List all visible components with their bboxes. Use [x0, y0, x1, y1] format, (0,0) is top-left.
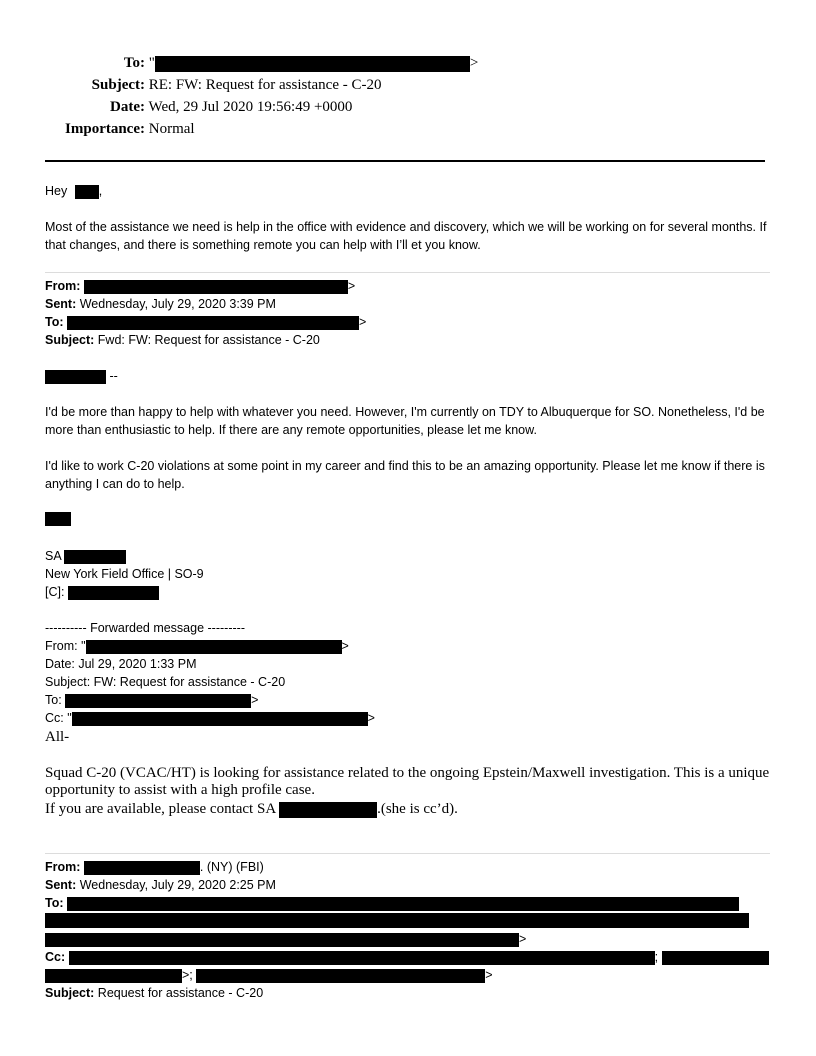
- forwarded-divider: ---------- Forwarded message ---------: [45, 621, 245, 635]
- msg3-cc-line-2-suffix: >: [485, 968, 493, 982]
- forwarded-to-row: [45, 691, 258, 709]
- msg3-sent-value: Wednesday, July 29, 2020 2:25 PM: [79, 878, 276, 892]
- msg2-paragraph-2: I'd like to work C-20 violations at some point in my career and find this to be an amazing opportunity. Please let me know if there is anything I can do to help.: [45, 459, 765, 491]
- msg3-cc-line-2-separator: >;: [182, 968, 193, 982]
- redaction-block: [155, 56, 470, 72]
- redaction-block: [84, 280, 348, 294]
- reply-greeting: [45, 182, 102, 200]
- msg3-sent-label: Sent:: [45, 878, 77, 892]
- redaction-block: [69, 951, 655, 965]
- redaction-block: [65, 694, 251, 708]
- header-importance-row: [0, 119, 195, 139]
- msg3-sent-row: [45, 876, 276, 894]
- header-to-prefix: ": [148, 55, 155, 71]
- forwarded-to-label: To:: [45, 693, 62, 707]
- msg3-to-row: [45, 894, 739, 912]
- redaction-block: [45, 512, 71, 526]
- forwarded-from-row: [45, 637, 349, 655]
- redaction-block: [279, 802, 377, 818]
- forwarded-salutation: All-: [45, 729, 70, 745]
- msg2-to-row: [45, 313, 366, 331]
- msg2-sent-label: Sent:: [45, 297, 77, 311]
- header-subject-label: Subject:: [91, 77, 145, 93]
- header-importance-value: Normal: [148, 121, 195, 137]
- forwarded-from-suffix: >: [341, 639, 349, 653]
- signature-cell-row: [45, 583, 159, 601]
- header-importance-label: Importance:: [65, 121, 145, 137]
- msg3-to-label: To:: [45, 896, 64, 910]
- msg3-from-row: [45, 858, 264, 876]
- signature-cell-label: [C]:: [45, 585, 65, 599]
- forwarded-cc-suffix: >: [367, 711, 375, 725]
- header-date-value: Wed, 29 Jul 2020 19:56:49 +0000: [148, 99, 353, 115]
- signature-prefix: SA: [45, 549, 61, 563]
- reply-greeting-suffix: ,: [98, 184, 103, 198]
- msg2-paragraph-1: I'd be more than happy to help with whatever you need. However, I'm currently on TDY to Albuquerque for SO. Nonetheless, I'd be more than enthusiastic to help. If there are any remote opportunities, please let me know.: [45, 405, 765, 437]
- msg2-from-label: From:: [45, 279, 81, 293]
- redaction-block: [67, 897, 739, 911]
- forwarded-date: Date: Jul 29, 2020 1:33 PM: [45, 657, 197, 671]
- header-subject-value: RE: FW: Request for assistance - C-20: [148, 77, 382, 93]
- redaction-block: [72, 712, 368, 726]
- msg3-cc-separator: ;: [654, 950, 659, 964]
- msg2-from-row: [45, 277, 355, 295]
- header-to-label: To:: [123, 55, 145, 71]
- msg3-cc-label: Cc:: [45, 950, 66, 964]
- redaction-block: [662, 951, 769, 965]
- forwarded-subject: Subject: FW: Request for assistance - C-20: [45, 675, 286, 689]
- message-separator: [45, 853, 770, 854]
- msg2-subject-value: Fwd: FW: Request for assistance - C-20: [97, 333, 320, 347]
- msg3-cc-line-2: [45, 966, 493, 984]
- forwarded-from-label: From: ": [45, 639, 86, 653]
- forwarded-cc-row: [45, 709, 375, 727]
- redaction-block: [45, 969, 182, 983]
- redaction-block: [84, 861, 200, 875]
- header-date-row: [0, 97, 352, 117]
- redaction-block: [45, 933, 519, 947]
- forwarded-body-2-prefix: If you are available, please contact SA: [45, 801, 276, 817]
- header-subject-row: [0, 75, 381, 95]
- forwarded-to-suffix: >: [251, 693, 259, 707]
- redaction-block: [75, 185, 99, 199]
- msg2-subject-label: Subject:: [45, 333, 95, 347]
- msg2-sent-row: [45, 295, 276, 313]
- msg2-subject-row: [45, 331, 320, 349]
- msg3-subject-label: Subject:: [45, 986, 95, 1000]
- header-to-row: [0, 53, 478, 73]
- forwarded-cc-label: Cc: ": [45, 711, 72, 725]
- msg2-greeting-suffix: --: [109, 369, 118, 383]
- header-to-suffix: >: [469, 55, 479, 71]
- forwarded-body-2-suffix: .(she is cc’d).: [377, 801, 458, 817]
- reply-body: Most of the assistance we need is help in the office with evidence and discovery, which we will be working on for several months. If that changes, and there is something remote you can help with I’ll et you know.: [45, 220, 767, 252]
- msg2-greeting: [45, 367, 118, 385]
- forwarded-body-2: [45, 801, 458, 818]
- redaction-block: [68, 586, 159, 600]
- signature-name-row: [45, 547, 126, 565]
- redaction-block: [67, 316, 359, 330]
- msg2-from-suffix: >: [347, 279, 356, 293]
- msg3-to-line-3: [45, 930, 526, 948]
- message-separator: [45, 272, 770, 273]
- reply-greeting-text: Hey: [45, 184, 68, 198]
- msg3-to-suffix: >: [519, 932, 527, 946]
- header-divider: [45, 160, 765, 162]
- redaction-block: [196, 969, 485, 983]
- forwarded-body-1: Squad C-20 (VCAC/HT) is looking for assistance related to the ongoing Epstein/Maxwell investigation. This is a unique opportunity to assist with a high profile case.: [45, 765, 770, 798]
- msg2-to-suffix: >: [359, 315, 367, 329]
- redaction-block: [45, 913, 749, 928]
- msg3-cc-row: [45, 948, 769, 966]
- msg3-subject-value: Request for assistance - C-20: [97, 986, 264, 1000]
- redaction-block: [64, 550, 126, 564]
- msg3-from-suffix: . (NY) (FBI): [199, 860, 264, 874]
- msg3-subject-row: [45, 984, 263, 1002]
- redaction-block: [86, 640, 342, 654]
- header-date-label: Date:: [110, 99, 145, 115]
- msg2-to-label: To:: [45, 315, 64, 329]
- msg2-sent-value: Wednesday, July 29, 2020 3:39 PM: [79, 297, 276, 311]
- redaction-block: [45, 370, 106, 384]
- msg3-from-label: From:: [45, 860, 81, 874]
- signature-office: New York Field Office | SO-9: [45, 567, 204, 581]
